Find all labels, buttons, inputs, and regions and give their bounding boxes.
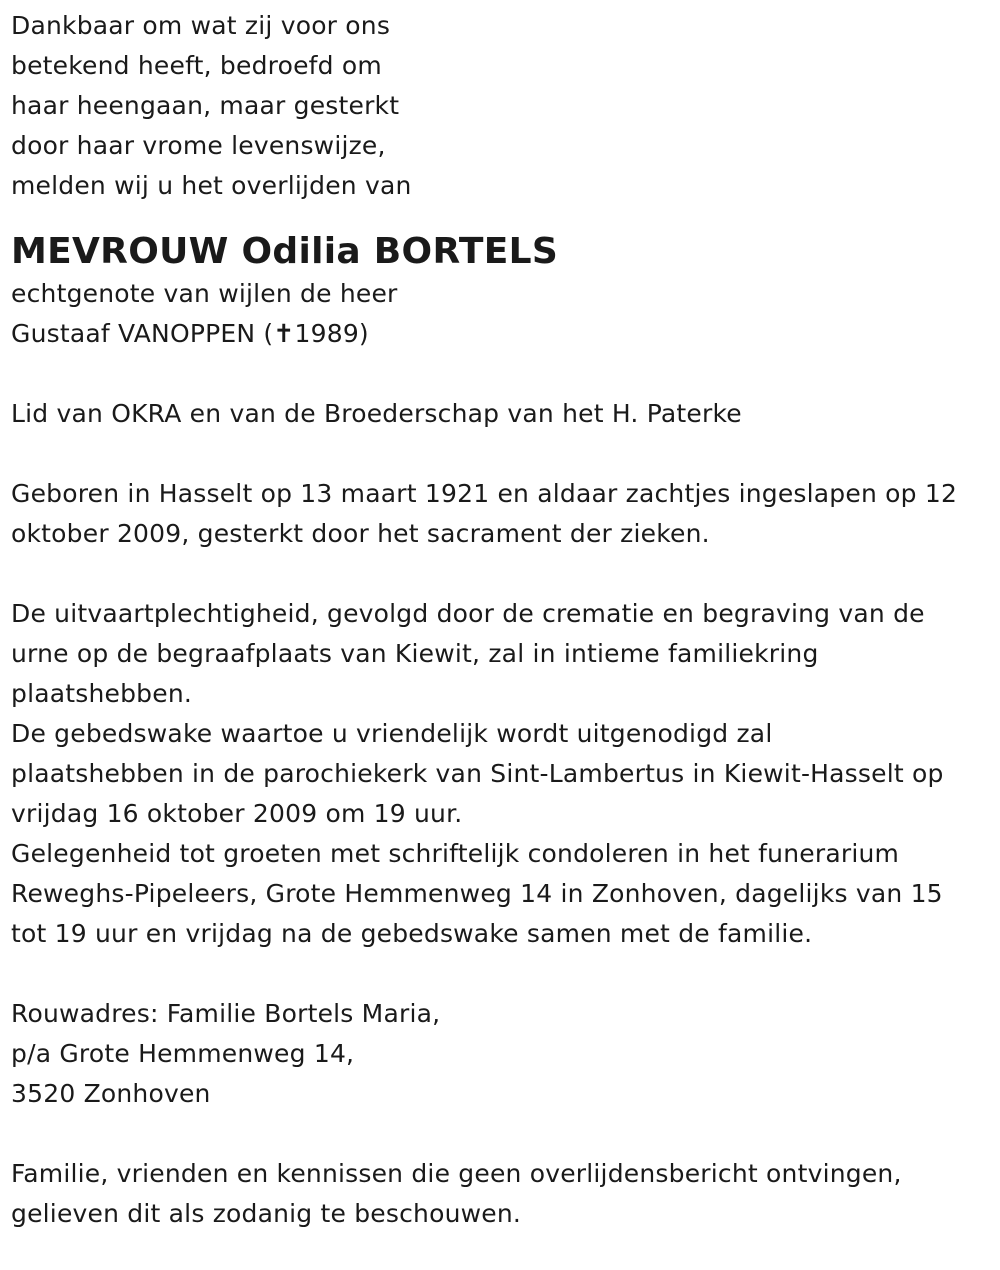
- intro-line: haar heengaan, maar gesterkt: [11, 91, 400, 120]
- birth-death-line: oktober 2009, gesterkt door het sacrament der zieken.: [11, 519, 710, 548]
- intro-line: betekend heeft, bedroefd om: [11, 51, 382, 80]
- spacer: [11, 1114, 996, 1154]
- closing-paragraph: [11, 1154, 996, 1234]
- spouse-line: Gustaaf VANOPPEN (✝1989): [11, 319, 369, 348]
- deceased-name-heading: MEVROUW Odilia BORTELS: [11, 231, 559, 272]
- ceremony-line: plaatshebben.: [11, 679, 193, 708]
- address-line: Rouwadres: Familie Bortels Maria,: [11, 999, 441, 1028]
- birth-death-paragraph: [11, 474, 996, 554]
- ceremony-line: Reweghs-Pipeleers, Grote Hemmenweg 14 in Zonhoven, dagelijks van 15: [11, 879, 943, 908]
- intro-line: door haar vrome levenswijze,: [11, 131, 386, 160]
- address-line: 3520 Zonhoven: [11, 1079, 211, 1108]
- spacer: [11, 206, 996, 230]
- membership-line: Lid van OKRA en van de Broederschap van het H. Paterke: [11, 399, 742, 428]
- spacer: [11, 354, 996, 394]
- spacer: [11, 554, 996, 594]
- spouse-paragraph: [11, 274, 996, 354]
- intro-line: melden wij u het overlijden van: [11, 171, 412, 200]
- closing-line: Familie, vrienden en kennissen die geen overlijdensbericht ontvingen,: [11, 1159, 902, 1188]
- ceremony-paragraph: [11, 594, 996, 954]
- spacer: [11, 954, 996, 994]
- ceremony-line: De gebedswake waartoe u vriendelijk wordt uitgenodigd zal: [11, 719, 773, 748]
- spouse-line: echtgenote van wijlen de heer: [11, 279, 398, 308]
- address-line: p/a Grote Hemmenweg 14,: [11, 1039, 355, 1068]
- birth-death-line: Geboren in Hasselt op 13 maart 1921 en aldaar zachtjes ingeslapen op 12: [11, 479, 958, 508]
- obituary-notice: [11, 6, 996, 1234]
- ceremony-line: tot 19 uur en vrijdag na de gebedswake samen met de familie.: [11, 919, 813, 948]
- ceremony-line: plaatshebben in de parochiekerk van Sint-Lambertus in Kiewit-Hasselt op: [11, 759, 944, 788]
- ceremony-line: vrijdag 16 oktober 2009 om 19 uur.: [11, 799, 463, 828]
- address-paragraph: [11, 994, 996, 1114]
- intro-paragraph: [11, 6, 996, 206]
- closing-line: gelieven dit als zodanig te beschouwen.: [11, 1199, 522, 1228]
- membership-paragraph: [11, 394, 996, 434]
- spacer: [11, 434, 996, 474]
- ceremony-line: De uitvaartplechtigheid, gevolgd door de crematie en begraving van de: [11, 599, 925, 628]
- ceremony-line: Gelegenheid tot groeten met schriftelijk condoleren in het funerarium: [11, 839, 900, 868]
- ceremony-line: urne op de begraafplaats van Kiewit, zal in intieme familiekring: [11, 639, 819, 668]
- intro-line: Dankbaar om wat zij voor ons: [11, 11, 391, 40]
